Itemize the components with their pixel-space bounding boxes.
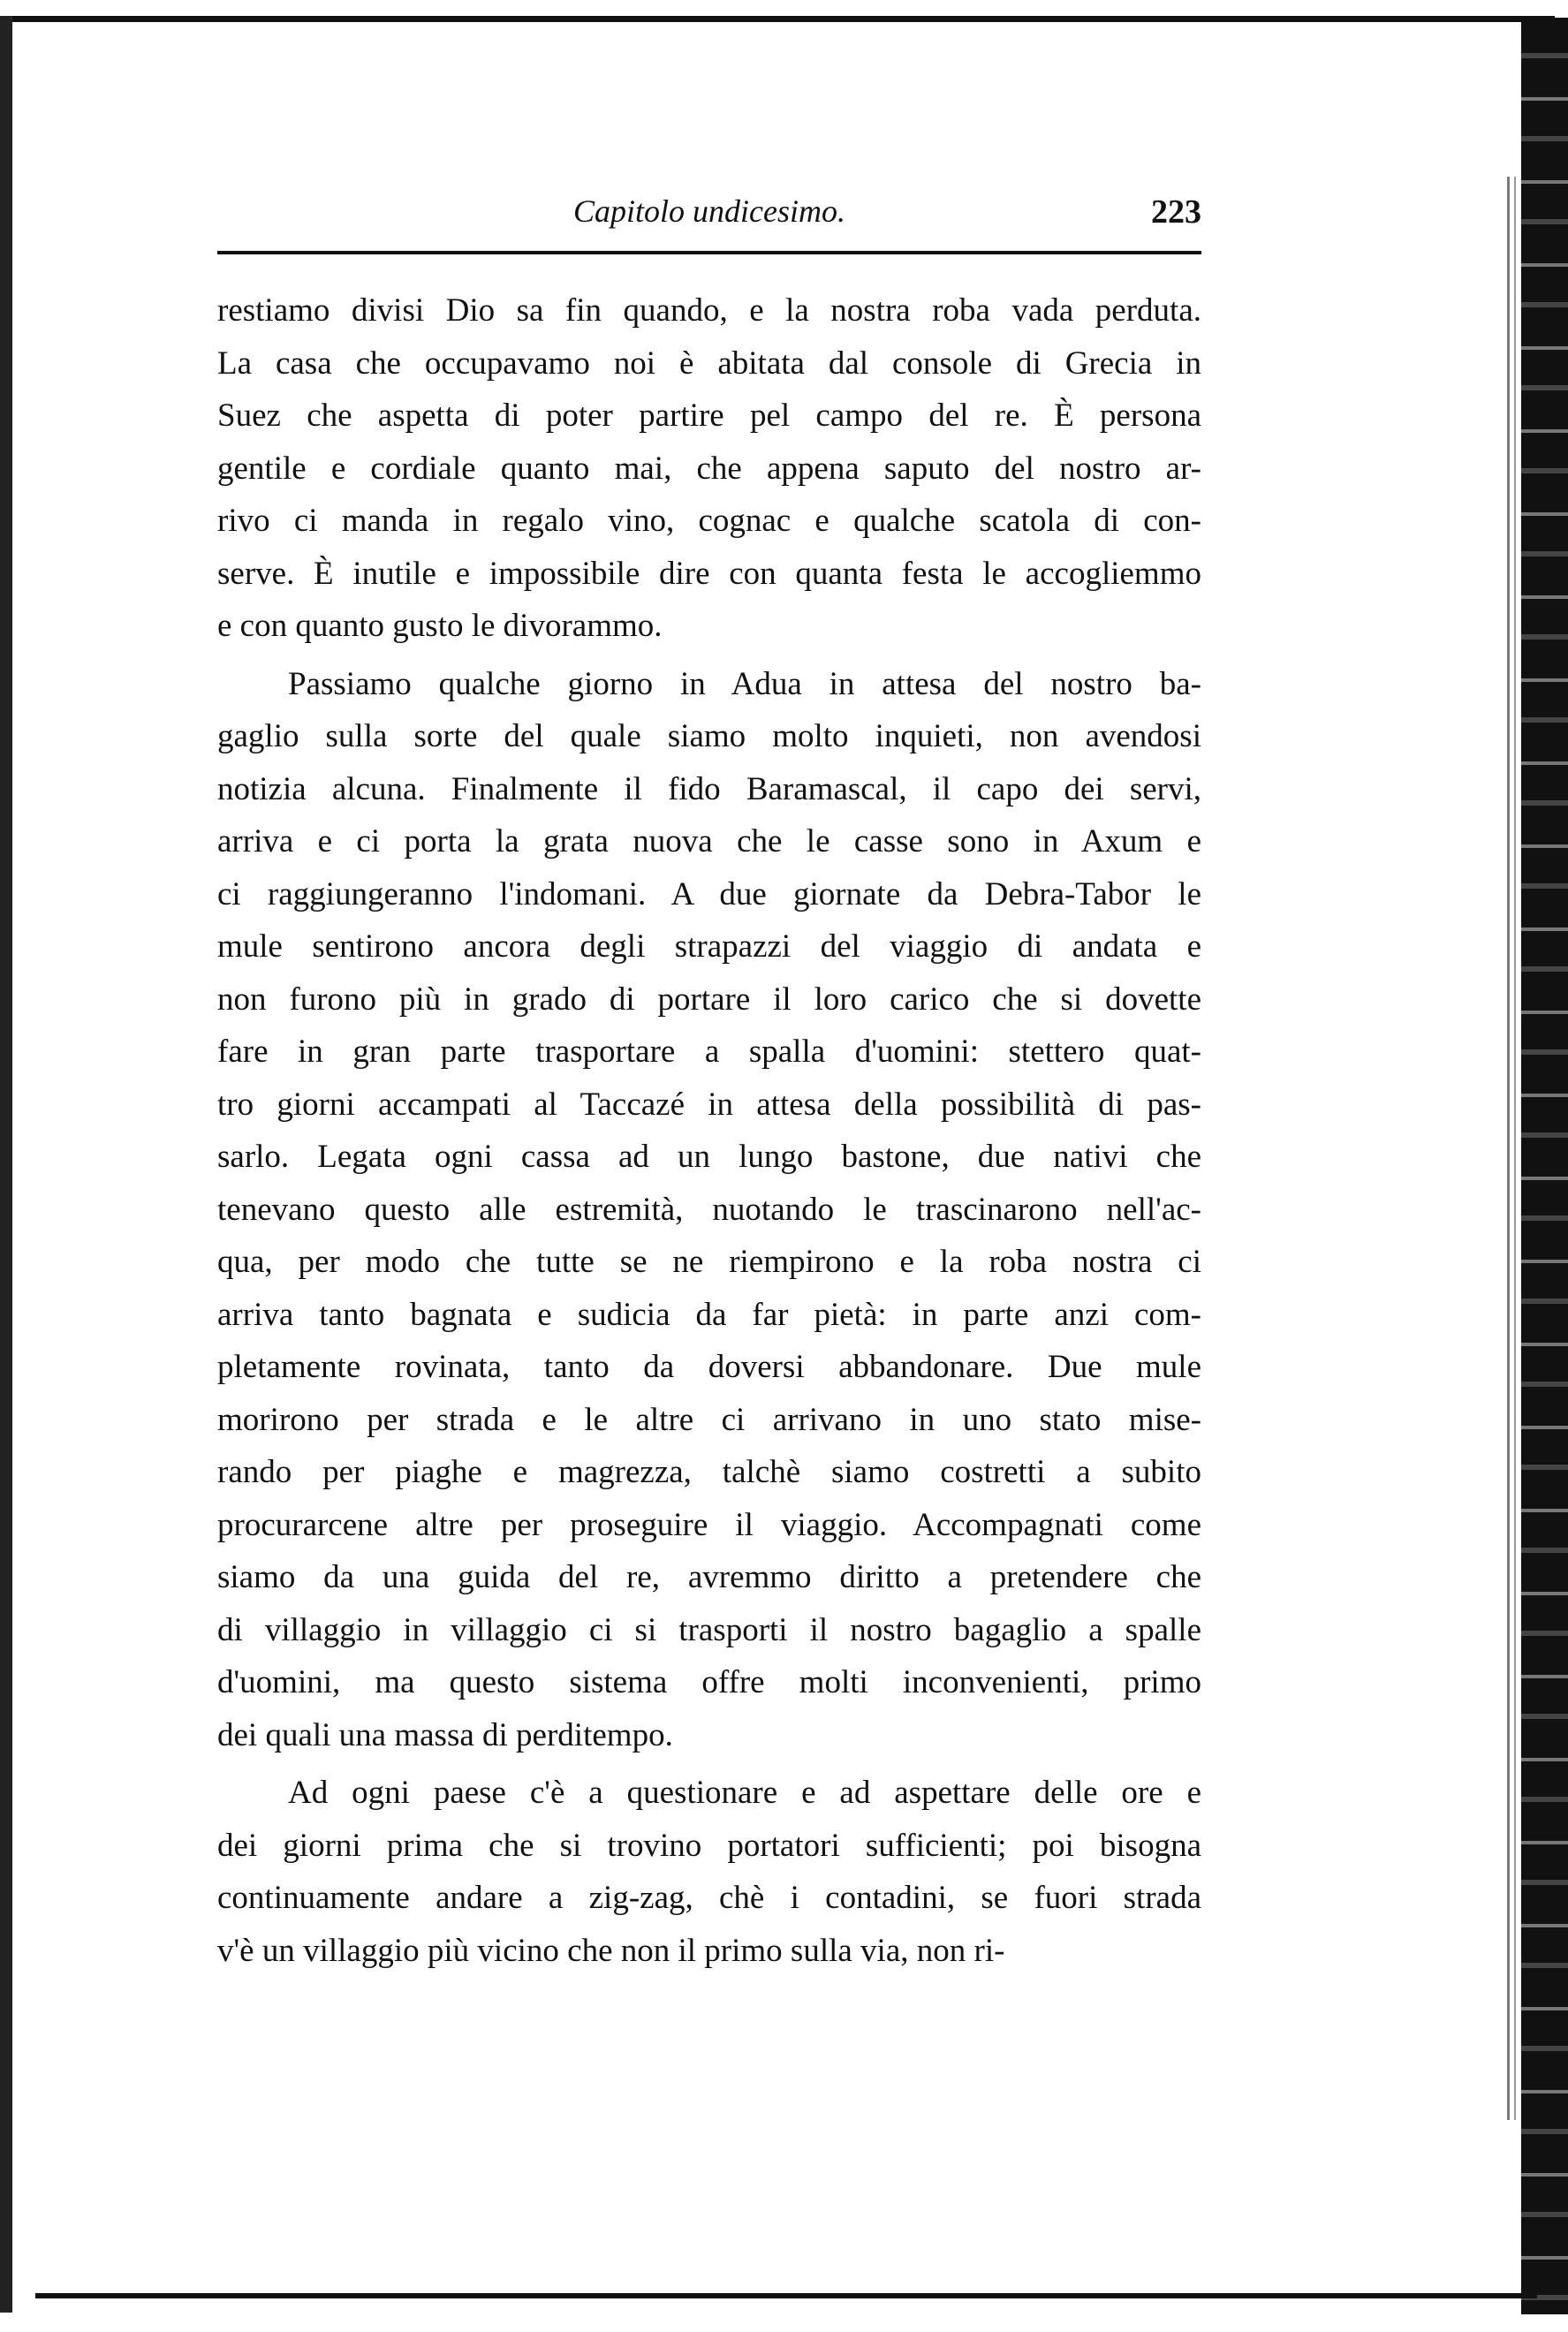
text-line: dei giorni prima che si trovino portatori sufficienti; poi bisogna xyxy=(217,1827,1201,1864)
text-line: gentile e cordiale quanto mai, che appena saputo del nostro ar- xyxy=(217,450,1201,487)
text-line: gaglio sulla sorte del quale siamo molto inquieti, non avendosi xyxy=(217,718,1201,754)
text-line: restiamo divisi Dio sa fin quando, e la nostra roba vada perduta. xyxy=(217,292,1201,329)
text-line: rivo ci manda in regalo vino, cognac e qualche scatola di con- xyxy=(217,503,1201,539)
text-line: e con quanto gusto le divorammo. xyxy=(217,608,663,644)
text-line: arriva e ci porta la grata nuova che le casse sono in Axum e xyxy=(217,823,1201,859)
text-line: pletamente rovinata, tanto da doversi abbandonare. Due mule xyxy=(217,1349,1201,1385)
text-line: rando per piaghe e magrezza, talchè siamo costretti a subito xyxy=(217,1454,1201,1490)
text-line: qua, per modo che tutte se ne riempirono e la roba nostra ci xyxy=(217,1244,1201,1280)
paragraph xyxy=(217,284,1201,653)
text-line: ci raggiungeranno l'indomani. A due giornate da Debra-Tabor le xyxy=(217,875,1201,912)
text-line: morirono per strada e le altre ci arrivano in uno stato mise- xyxy=(217,1401,1201,1438)
scan-border-right xyxy=(1521,18,1568,2314)
scan-edge-noise xyxy=(1502,177,1521,2120)
text-line: fare in gran parte trasportare a spalla d'uomini: stettero quat- xyxy=(217,1034,1201,1070)
text-line: continuamente andare a zig-zag, chè i contadini, se fuori strada xyxy=(217,1880,1201,1916)
text-line: Suez che aspetta di poter partire pel campo del re. È persona xyxy=(217,398,1201,434)
text-line: notizia alcuna. Finalmente il fido Baramascal, il capo dei servi, xyxy=(217,770,1201,807)
text-line: Ad ogni paese c'è a questionare e ad aspettare delle ore e xyxy=(288,1775,1201,1811)
page-number: 223 xyxy=(1151,193,1201,231)
text-line: tenevano questo alle estremità, nuotando le trascinarono nell'ac- xyxy=(217,1191,1201,1228)
text-line: d'uomini, ma questo sistema offre molti inconvenienti, primo xyxy=(217,1664,1201,1700)
text-line: dei quali una massa di perditempo. xyxy=(217,1716,673,1753)
paragraph xyxy=(217,658,1201,1762)
running-title: Capitolo undicesimo. xyxy=(573,193,845,229)
scan-border-bottom xyxy=(35,2293,1537,2298)
text-line: mule sentirono ancora degli strapazzi del viaggio di andata e xyxy=(217,928,1201,965)
text-line: arriva tanto bagnata e sudicia da far pietà: in parte anzi com- xyxy=(217,1296,1201,1333)
text-line: di villaggio in villaggio ci si trasporti il nostro bagaglio a spalle xyxy=(217,1611,1201,1648)
body-text xyxy=(217,284,1201,1977)
text-line: non furono più in grado di portare il loro carico che si dovette xyxy=(217,980,1201,1018)
text-line: La casa che occupavamo noi è abitata dal console di Grecia in xyxy=(217,344,1201,382)
page-header xyxy=(217,193,1201,233)
text-line: tro giorni accampati al Taccazé in attesa della possibilità di pas- xyxy=(217,1086,1201,1123)
scan-border-left xyxy=(0,16,12,2313)
text-line: Passiamo qualche giorno in Adua in attesa del nostro ba- xyxy=(288,665,1201,702)
text-line: procurarcene altre per proseguire il viaggio. Accompagnati come xyxy=(217,1506,1201,1543)
header-rule xyxy=(217,251,1201,254)
text-line: siamo da una guida del re, avremmo diritto a pretendere che xyxy=(217,1559,1201,1595)
paragraph xyxy=(217,1767,1201,1977)
text-line: sarlo. Legata ogni cassa ad un lungo bastone, due nativi che xyxy=(217,1139,1201,1175)
text-line: v'è un villaggio più vicino che non il primo sulla via, non ri- xyxy=(217,1932,1005,1969)
text-line: serve. È inutile e impossibile dire con quanta festa le accogliemmo xyxy=(217,555,1201,592)
scan-border-top xyxy=(0,16,1555,22)
